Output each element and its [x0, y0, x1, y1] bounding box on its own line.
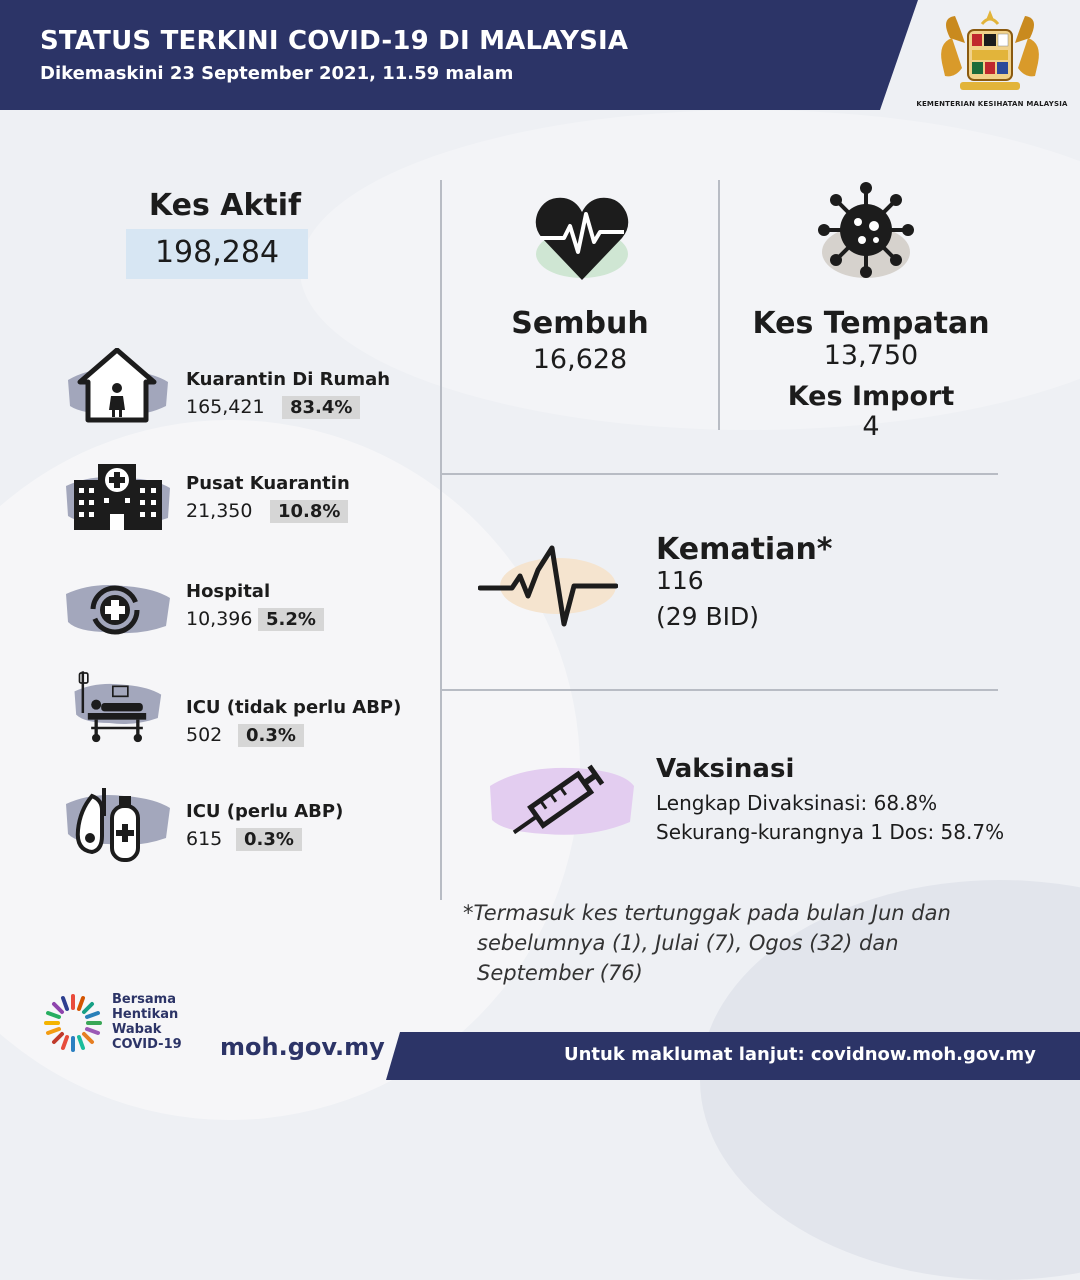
footnote: [463, 898, 1023, 988]
campaign-text: [112, 992, 182, 1052]
vaccination-label: Vaksinasi: [656, 754, 795, 784]
hospital-label: Hospital: [186, 581, 271, 602]
more-info-link[interactable]: Untuk maklumat lanjut: covidnow.moh.gov.my: [564, 1044, 1036, 1065]
recovered-label: Sembuh: [511, 306, 649, 341]
footnote-line-1: *Termasuk kes tertunggak pada bulan Jun dan: [463, 901, 951, 925]
lungs-oxygen-icon: [62, 786, 172, 866]
hospital-bed-icon: [62, 668, 172, 748]
import-cases-label: Kes Import: [787, 381, 955, 412]
quarantine-centre-value: 21,350: [186, 500, 253, 522]
hospital-value: 10,396: [186, 608, 253, 630]
deaths-label: Kematian*: [656, 532, 833, 567]
main-divider: [440, 180, 442, 900]
home-person-icon: [62, 348, 172, 428]
divider-1: [442, 473, 998, 475]
page-title: STATUS TERKINI COVID-19 DI MALAYSIA: [40, 26, 629, 56]
icu-vent-value: 615: [186, 828, 223, 850]
campaign-sunburst-logo: [40, 990, 106, 1056]
home-quarantine-label: Kuarantin Di Rumah: [186, 369, 391, 390]
moh-website-link[interactable]: moh.gov.my: [220, 1033, 385, 1061]
medical-cross-icon: [62, 570, 172, 650]
update-timestamp: Dikemaskini 23 September 2021, 11.59 malam: [40, 63, 514, 84]
active-cases-label: Kes Aktif: [148, 188, 302, 223]
icu-no-vent-label: ICU (tidak perlu ABP): [186, 697, 402, 718]
fully-vaccinated-text: Lengkap Divaksinasi: 68.8%: [656, 791, 938, 815]
icu-vent-pct: 0.3%: [236, 828, 302, 851]
one-dose-text: Sekurang-kurangnya 1 Dos: 58.7%: [656, 820, 1005, 844]
ministry-name: KEMENTERIAN KESIHATAN MALAYSIA: [916, 100, 1068, 108]
icu-no-vent-pct: 0.3%: [238, 724, 304, 747]
home-quarantine-value: 165,421: [186, 396, 265, 418]
home-quarantine-pct: 83.4%: [282, 396, 360, 419]
heart-pulse-icon: [530, 192, 634, 286]
flatline-pulse-icon: [478, 542, 618, 628]
top-right-divider: [718, 180, 720, 430]
icu-no-vent-value: 502: [186, 724, 223, 746]
header: [0, 0, 1080, 110]
divider-2: [442, 689, 998, 691]
footnote-line-2: sebelumnya (1), Julai (7), Ogos (32) dan: [477, 931, 899, 955]
hospital-pct: 5.2%: [258, 608, 324, 631]
campaign-line-3: Wabak: [112, 1022, 162, 1037]
virus-icon: [808, 180, 924, 284]
local-cases-value: 13,750: [823, 340, 919, 371]
footnote-line-3: September (76): [477, 961, 643, 985]
quarantine-centre-pct: 10.8%: [270, 500, 348, 523]
deaths-bid: (29 BID): [656, 602, 760, 631]
moh-crest-logo: [930, 8, 1050, 98]
campaign-line-2: Hentikan: [112, 1007, 179, 1022]
hospital-building-icon: [62, 456, 172, 536]
syringe-icon: [482, 752, 642, 848]
local-cases-label: Kes Tempatan: [752, 306, 990, 341]
icu-vent-label: ICU (perlu ABP): [186, 801, 344, 822]
campaign-line-4: COVID-19: [112, 1037, 182, 1052]
import-cases-value: 4: [862, 411, 880, 442]
campaign-line-1: Bersama: [112, 992, 176, 1007]
active-cases-value: 198,284: [154, 235, 280, 270]
recovered-value: 16,628: [532, 344, 628, 375]
quarantine-centre-label: Pusat Kuarantin: [186, 473, 350, 494]
deaths-value: 116: [656, 566, 704, 595]
